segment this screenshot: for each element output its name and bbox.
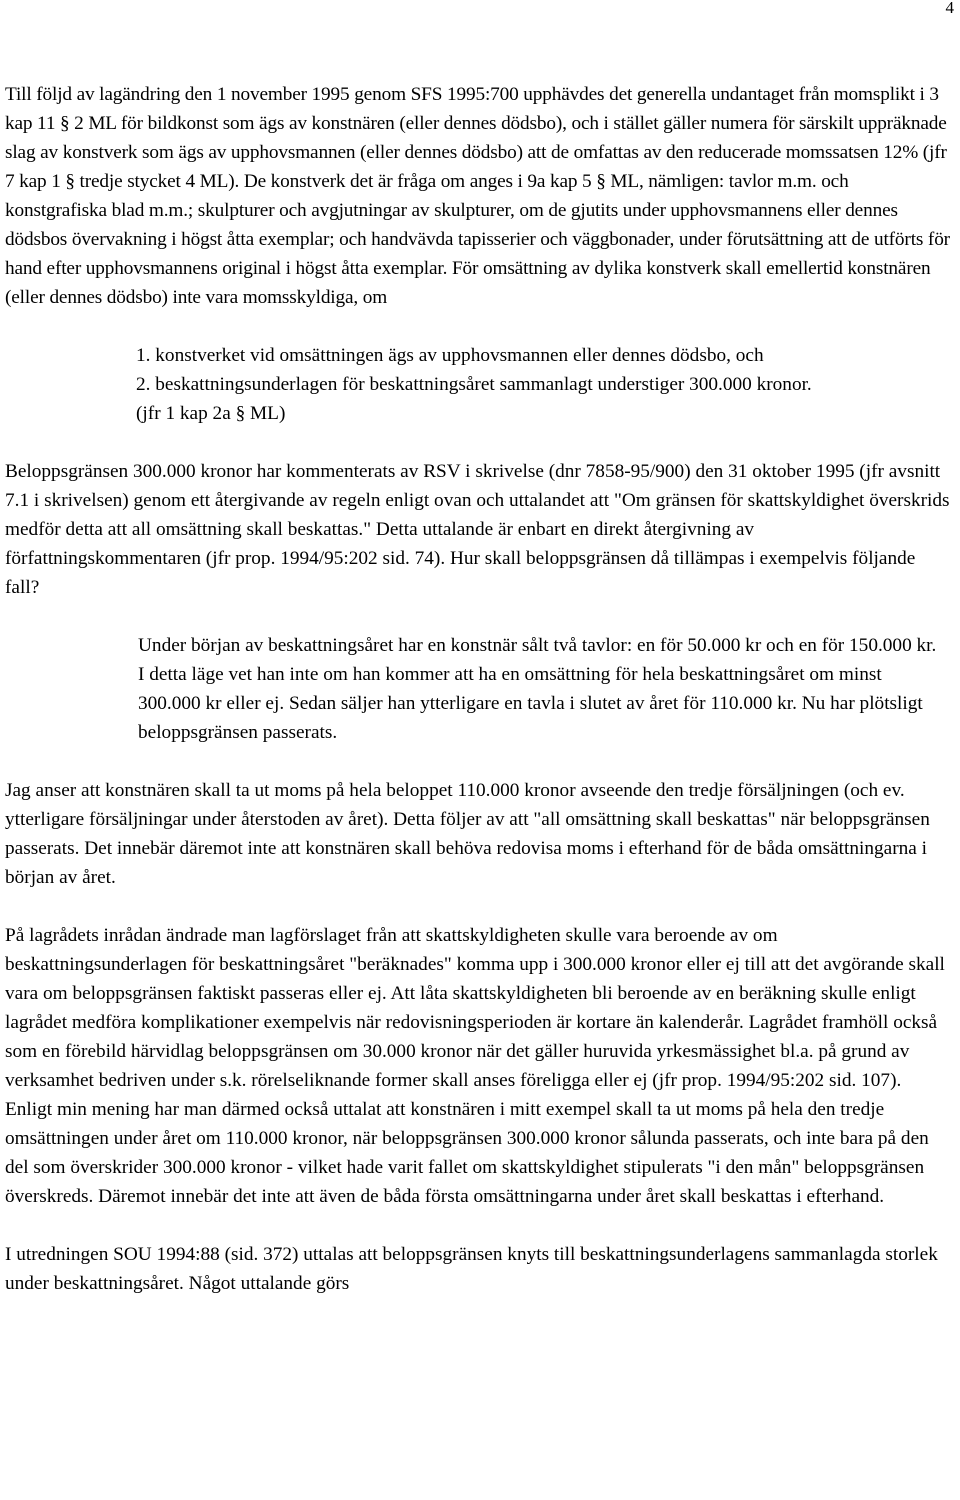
paragraph-opinion: Jag anser att konstnären skall ta ut moms på hela beloppet 110.000 kronor avseende den tredje försäljningen (och ev. ytterligare försäljningar under återstoden av året). Detta följer av att "all omsättning skall beskattas" när beloppsgränsen passerats. Det innebär däremot inte att konstnären skall behöva redovisa moms i efterhand för de båda omsättningarna i början av året. <box>5 780 930 888</box>
page-number: 4 <box>945 0 954 17</box>
spacer <box>5 892 953 921</box>
paragraph-intro: Till följd av lagändring den 1 november 1995 genom SFS 1995:700 upphävdes det generella undantaget från momsplikt i 3 kap 11 § 2 ML för bildkonst som ägs av konstnären (eller dennes dödsbo), och i stället gäller numera för särskilt uppräknade slag av konstverk som ägs av upphovsmannen (eller dennes dödsbo) att de omfattas av den reducerade momssatsen 12% (jfr 7 kap 1 § tredje stycket 4 ML). De konstverk det är fråga om anges i 9a kap 5 § ML, nämligen: tavlor m.m. och konstgrafiska blad m.m.; skulpturer och avgjutningar av skulpturer, om de gjutits under upphovsmannens eller dennes dödsbos övervakning i högst åtta exemplar; och handvävda tapisserier och väggbonader, under förutsättning att de utförts för hand efter upphovsmannens original i högst åtta exemplar. För omsättning av dylika konstverk skall emellertid konstnären (eller dennes dödsbo) inte vara momsskyldiga, om <box>5 84 950 308</box>
paragraph-lagradet: På lagrådets inrådan ändrade man lagförslaget från att skattskyldigheten skulle vara beroende av om beskattningsunderlagen för beskattningsåret "beräknades" komma upp i 300.000 kronor eller ej till att det avgörande skall vara om beloppsgränsen faktiskt passeras eller ej. Att låta skattskyldigheten bli beroende av en beräkning skulle enligt lagrådet medföra komplikationer exempelvis när redovisningsperioden är kortare än kalenderår. Lagrådet framhöll också som en förebild härvidlag beloppsgränsen om 30.000 kronor när det gäller huruvida yrkesmässighet bl.a. på grund av verksamhet bedriven under s.k. rörelseliknande former skall anses föreligga eller ej (jfr prop. 1994/95:202 sid. 107). Enligt min mening har man därmed också uttalat att konstnären i mitt exempel skall ta ut moms på hela den tredje omsättningen under året om 110.000 kronor, när beloppsgränsen 300.000 kronor sålunda passerats, och inte bara på den del som överskrider 300.000 kronor - vilket hade varit fallet om skattskyldighet stipulerats "i den mån" beloppsgränsen överskreds. Däremot innebär det inte att även de båda första omsättningarna under året skall beskattas i efterhand. <box>5 925 945 1207</box>
spacer <box>5 747 953 776</box>
document-body <box>5 80 953 1298</box>
list-item-2: 2. beskattningsunderlagen för beskattningsåret sammanlagt understiger 300.000 kronor. <box>136 374 812 395</box>
paragraph-utredningen: I utredningen SOU 1994:88 (sid. 372) uttalas att beloppsgränsen knyts till beskattningsunderlagens sammanlagda storlek under beskattningsåret. Något uttalande görs <box>5 1244 938 1294</box>
paragraph-beloppsgransen: Beloppsgränsen 300.000 kronor har kommenterats av RSV i skrivelse (dnr 7858-95/900) den 31 oktober 1995 (jfr avsnitt 7.1 i skrivelsen) genom ett återgivande av regeln enligt ovan och uttalandet att "Om gränsen för skattskyldighet överskrids medför detta att all omsättning skall beskattas." Detta uttalande är enbart en direkt återgivning av författningskommentaren (jfr prop. 1994/95:202 sid. 74). Hur skall beloppsgränsen då tillämpas i exempelvis följande fall? <box>5 461 950 598</box>
list-item-1: 1. konstverket vid omsättningen ägs av upphovsmannen eller dennes dödsbo, och <box>136 345 764 366</box>
example-block: Under början av beskattningsåret har en konstnär sålt två tavlor: en för 50.000 kr och en för 150.000 kr. I detta läge vet han inte om han kommer att ha en omsättning för hela beskattningsåret om minst 300.000 kr eller ej. Sedan säljer han ytterligare en tavla i slutet av året för 110.000 kr. Nu har plötsligt beloppsgränsen passerats. <box>138 635 937 743</box>
spacer <box>5 1211 953 1240</box>
spacer <box>5 428 953 457</box>
spacer <box>5 602 953 631</box>
spacer <box>5 312 953 341</box>
list-reference: (jfr 1 kap 2a § ML) <box>136 403 286 424</box>
